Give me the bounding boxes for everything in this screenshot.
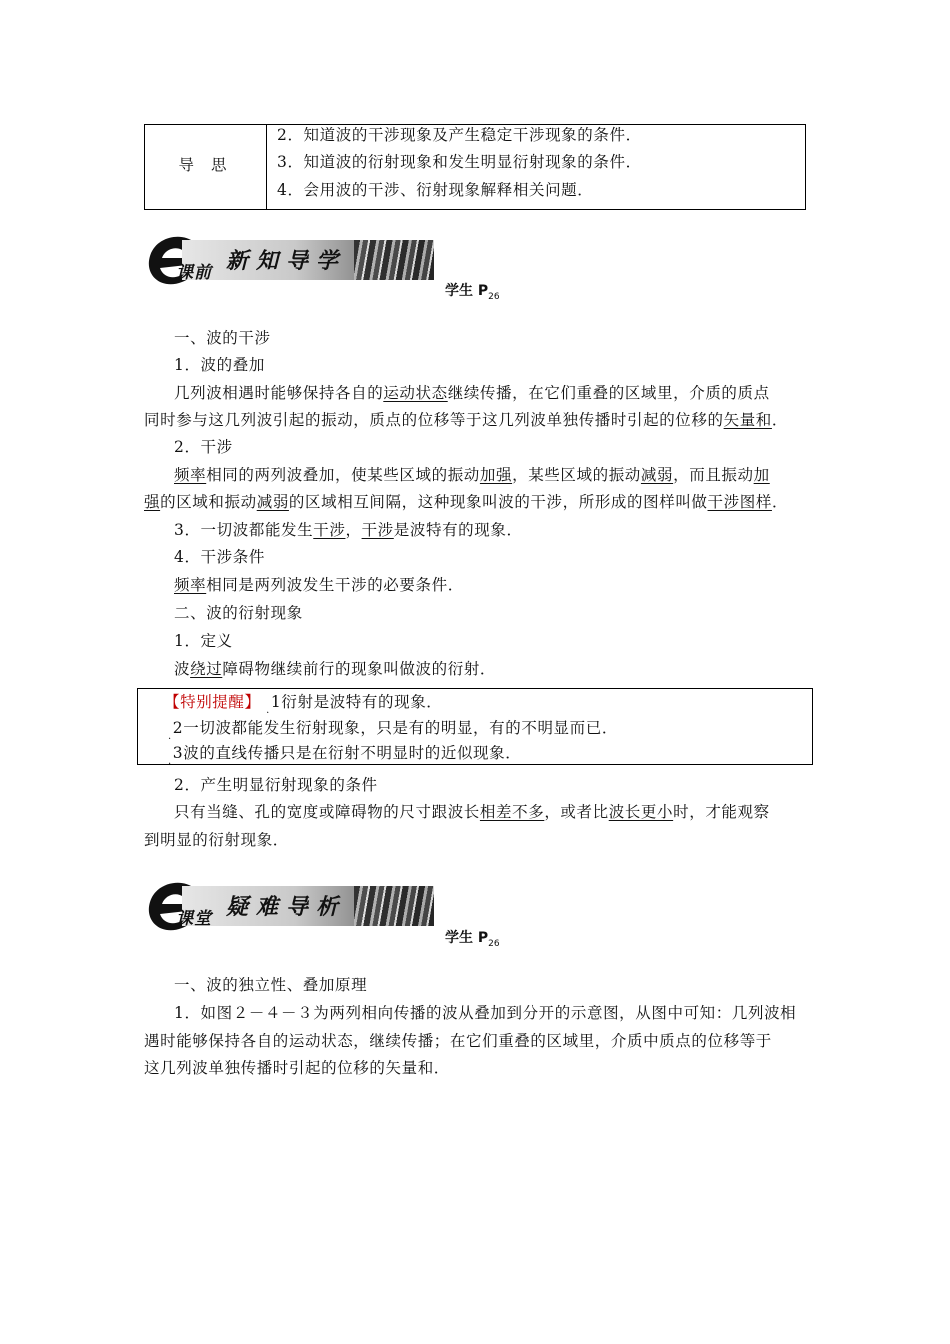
section-banner-yinan [142, 878, 442, 936]
paragraph-line: 只有当缝、孔的宽度或障碍物的尺寸跟波长相差不多，或者比波长更小时，才能观察 [174, 803, 770, 821]
guide-label-cell [145, 125, 267, 209]
paragraph-line: 强的区域和振动减弱的区域相互间隔，这种现象叫波的干涉，所形成的图样叫做干涉图样． [144, 493, 789, 511]
banner-page-ref: 学生 $P_{26}$ [445, 283, 500, 302]
paragraph-line: 遇时能够保持各自的运动状态，继续传播；在它们重叠的区域里，介质中质点的位移等于 [144, 1032, 772, 1050]
heading: 一、波的干涉 [174, 329, 271, 347]
subheading: 2．产生明显衍射现象的条件 [174, 776, 378, 794]
banner-title: 新知导学 [226, 248, 347, 274]
tip-line: 【特别提醒】 $_.$1衍射是波特有的现象． [164, 693, 443, 716]
banner-title: 疑难导析 [226, 894, 347, 920]
heading: 二、波的衍射现象 [174, 604, 303, 622]
section-banner-xinzhi [142, 232, 442, 290]
heading: 一、波的独立性、叠加原理 [174, 976, 368, 994]
paragraph-line: 到明显的衍射现象． [144, 831, 289, 849]
paragraph-line: 1．如图２－４－３为两列相向传播的波从叠加到分开的示意图，从图中可知：几列波相 [174, 1004, 797, 1022]
subheading: 1．定义 [174, 632, 233, 650]
subheading: 2．干涉 [174, 438, 233, 456]
tip-box [137, 688, 813, 765]
paragraph-line: 波绕过障碍物继续前行的现象叫做波的衍射． [174, 660, 497, 678]
tip-line: $_.$2一切波都能发生衍射现象，只是有的明显，有的不明显而已． [168, 719, 618, 742]
subheading: 1．波的叠加 [174, 356, 265, 374]
paragraph-line: 几列波相遇时能够保持各自的运动状态继续传播，在它们重叠的区域里，介质的质点 [174, 384, 770, 402]
paragraph-line: 3．一切波都能发生干涉，干涉是波特有的现象． [174, 521, 523, 539]
paragraph-line: 频率相同是两列波发生干涉的必要条件． [174, 576, 464, 594]
banner-page-ref: 学生 $P_{26}$ [445, 930, 500, 949]
guide-item: 2．知道波的干涉现象及产生稳定干涉现象的条件． [277, 126, 642, 144]
guide-label: 导 思 [178, 156, 233, 174]
banner-tag: 课前 [176, 263, 212, 283]
guide-item: 4．会用波的干涉、衍射现象解释相关问题． [277, 181, 594, 199]
tip-line: $_.$3波的直线传播只是在衍射不明显时的近似现象． [168, 744, 522, 767]
subheading: 4．干涉条件 [174, 548, 265, 566]
guide-table [144, 124, 806, 210]
paragraph-line: 同时参与这几列波引起的振动，质点的位移等于这几列波单独传播时引起的位移的矢量和． [144, 411, 789, 429]
guide-item: 3．知道波的衍射现象和发生明显衍射现象的条件． [277, 153, 642, 171]
tip-label: 【特别提醒】 [164, 693, 261, 711]
paragraph-line: 这几列波单独传播时引起的位移的矢量和． [144, 1059, 450, 1077]
banner-tag: 课堂 [176, 909, 212, 929]
paragraph-line: 频率相同的两列波叠加，使某些区域的振动加强，某些区域的振动减弱，而且振动加 [174, 466, 770, 484]
